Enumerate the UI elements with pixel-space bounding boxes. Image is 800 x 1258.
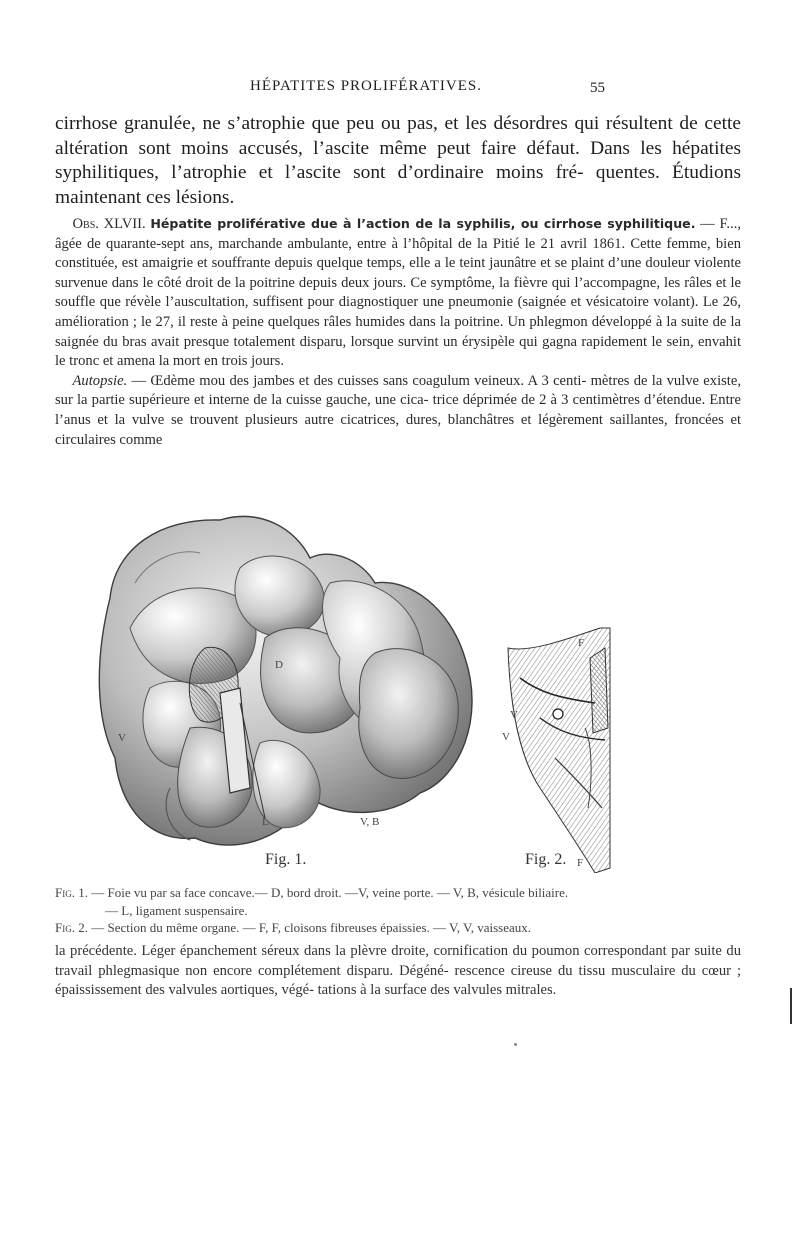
observation-title: Hépatite proliférative due à l’action de la syphilis, ou cirrhose syphilitique. [150, 216, 696, 231]
fig1-letter-l: L [262, 816, 269, 828]
fig2-letter-f-top: F [578, 637, 585, 649]
fig1-label: Fig. 1. [265, 851, 307, 868]
observation-number: Obs. XLVII. [72, 216, 146, 232]
fig2-letter-v2: V [502, 731, 510, 743]
fig2-section [508, 628, 610, 873]
closing-paragraph: la précédente. Léger épanchement séreux dans la plèvre droite, cornification du poumon correspondant par suite du travail phlegmasique non encore complétement disparu. Dégéné- rescence cireuse du tissu musculaire du cœur ; épaississement des valvules aortiques, végé- tations à la surface des valvules mitrales. [55, 943, 741, 999]
fig2-caption-prefix: Fig. 2. [55, 920, 88, 935]
fig1-liver [99, 516, 472, 845]
observation-paragraph [55, 214, 741, 372]
fig2-letter-f-bottom: F [577, 857, 584, 869]
margin-mark [790, 988, 792, 1024]
fig1-letter-v: V [118, 732, 126, 744]
autopsie-label: Autopsie. [72, 372, 128, 389]
observation-block [55, 214, 741, 450]
anatomical-figure [90, 488, 760, 873]
fig1-caption [55, 884, 745, 902]
page-number: 55 [590, 80, 605, 96]
fig1-caption-text: — Foie vu par sa face concave.— D, bord droit. —V, veine porte. — V, B, vésicule biliaire. [87, 885, 569, 900]
running-header [0, 78, 800, 100]
fig2-letter-v1: V [510, 709, 518, 721]
running-title: HÉPATITES PROLIFÉRATIVES. [250, 78, 482, 94]
fig1-letter-vb: V, B [360, 816, 380, 828]
figure-caption [55, 884, 745, 937]
fig2-label: Fig. 2. [525, 851, 567, 868]
fig1-caption-continued: — L, ligament suspensaire. [105, 902, 248, 918]
observation-text: — F..., âgée de quarante-sept ans, marchande ambulante, entre à l’hôpital de la Pitié le 21 avril 1861. Cette femme, bien constituée, est amaigrie et souffrante depuis quelque temps, elle a le teint jaunâtre et se plaint d’une douleur violente survenue dans le côté droit de la poitrine depuis deux jours. Ce symptôme, la fièvre qui l’accompagne, les râles et le souffle que révèle l’auscultation, suffisent pour diagnostiquer une pneumonie (saignée et vésicatoire volant). Le 26, amélioration ; le 27, il reste à peine quelques râles humides dans la poitrine. Un phlegmon développé à la suite de la saignée du bras avait presque totalement disparu, lorsque survint un érysipèle qui gagna rapidement le sein, envahit le tronc et amena la mort en trois jours. [55, 216, 741, 370]
liver-engraving [90, 488, 760, 873]
autopsie-paragraph [55, 372, 741, 450]
fig1-caption-prefix: Fig. 1. [55, 885, 88, 900]
fig2-caption-text: — Section du même organe. — F, F, cloisons fibreuses épaissies. — V, V, vaisseaux. [87, 920, 531, 935]
fig1-letter-d: D [275, 659, 283, 671]
intro-paragraph: cirrhose granulée, ne s’atrophie que peu ou pas, et les désordres qui résultent de cette altération sont moins accusés, l’ascite même peut faire défaut. Dans les hépatites syphilitiques, l’atrophie et l’ascite sont d’ordinaire moins fré- quentes. Étudions maintenant ces lésions. [55, 113, 741, 208]
page-speck [514, 1043, 517, 1046]
fig2-caption [55, 919, 745, 937]
autopsie-text: — Œdème mou des jambes et des cuisses sans coagulum veineux. A 3 centi- mètres de la vulve existe, sur la partie supérieure et interne de la cuisse gauche, une cica- trice déprimée de 2 à 3 centimètres d’étendue. Entre l’anus et la vulve se trouvent plusieurs autre cicatrices, dures, blanchâtres et légèrement saillantes, froncées et circulaires comme [55, 372, 741, 448]
